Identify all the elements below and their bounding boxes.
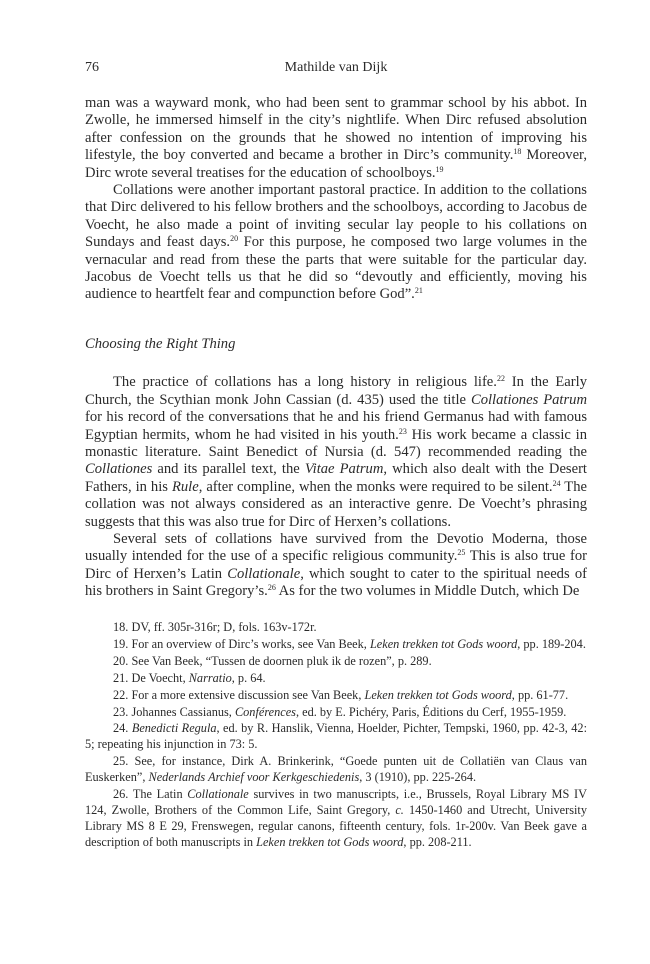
footnote-ref[interactable]: 22	[496, 374, 505, 384]
footnote-text: , ed. by R. Hanslik, Vienna, Hoelder, Pichter, Tempski, 1960, pp. 42-3, 42: 5; repeating his injunction in 73: 5.	[85, 721, 587, 752]
italic-title: Leken trekken tot Gods woord	[369, 636, 518, 651]
text-run: and its parallel text, the	[152, 461, 305, 478]
text-run: This is also true for Dirc of Herxen’s Latin	[85, 548, 588, 582]
footnote-18	[85, 620, 587, 636]
footnote-text: survives in two manuscripts, i.e., Brussels, Royal Library MS IV 124, Zwolle, Brothers of the Common Life, Saint Gregory,	[85, 787, 587, 817]
italic-title: Leken trekken tot Gods woord	[256, 834, 404, 849]
text-run: man was a wayward monk, who had been sent to grammar school by his abbot. In Zwolle, he immersed himself in the city’s nightlife. When Dirc refused absolution after confession on the grounds that he showed no intention of improving his lifestyle, the boy converted and became a brother in Dirc’s community.	[85, 95, 587, 164]
footnote-22	[85, 688, 587, 704]
footnote-number: 19.	[113, 636, 129, 651]
footnote-number: 20.	[113, 653, 129, 668]
main-text	[85, 95, 587, 601]
italic-title: Leken trekken tot Gods woord	[364, 687, 512, 702]
italic-title: Conférences	[234, 704, 296, 719]
italic-title: Vitae Patrum	[304, 461, 384, 478]
footnote-text: For a more extensive discussion see Van Beek,	[128, 687, 365, 702]
italic-title: Nederlands Archief voor Kerkgeschiedenis	[148, 770, 360, 785]
footnote-number: 18.	[113, 620, 129, 634]
text-run: , which also dealt with the Desert Fathers, in his	[85, 461, 587, 495]
footnote-text: , ed. by E. Pichéry, Paris, Éditions du Cerf, 1955-1959.	[295, 704, 567, 719]
text-run: For this purpose, he composed two large volumes in the vernacular and read from these the parts that were suitable for the particular day. Jacobus de Voecht tells us that he did so “devoutly and efficiently, moving his audience to heartfelt fear and compunction before God”.	[85, 234, 587, 303]
footnote-text: See, for instance, Dirk A. Brinkerink, “Goede punten uit de Collatiën van Claus van Euskerken”,	[85, 754, 587, 785]
italic-title: Collationes Patrum	[470, 391, 587, 408]
text-run: The practice of collations has a long history in religious life.	[113, 374, 497, 391]
footnote-text: , 3 (1910), pp. 225-264.	[359, 770, 477, 785]
text-run: for his record of the conversations that he and his friend Germanus had with famous Egyptian hermits, whom he had visited in his youth.	[85, 409, 587, 443]
running-head: Mathilde van Dijk	[284, 60, 388, 75]
italic-title: Rule	[171, 478, 199, 495]
paragraph	[85, 531, 587, 601]
italic-title: Narratio	[188, 670, 232, 685]
italic-title: Collationale	[227, 565, 301, 582]
footnote-ref[interactable]: 21	[414, 286, 423, 296]
footnote-number: 25.	[113, 754, 129, 769]
italic-title: Collationale	[187, 787, 249, 802]
footnote-number: 26.	[113, 787, 129, 802]
footnote-text: , pp. 189-204.	[517, 636, 586, 651]
footnote-26	[85, 787, 587, 851]
footnote-number: 24.	[113, 721, 129, 736]
paragraph	[85, 95, 587, 182]
italic-title: c.	[395, 802, 404, 817]
italic-title: Benedicti Regula	[131, 721, 217, 736]
page-number: 76	[85, 60, 99, 75]
text-run: , which sought to cater to the spiritual needs of his brothers in Saint Gregory’s.	[85, 565, 587, 600]
text-run: Collations were another important pastoral practice. In addition to the collations that Dirc delivered to his fellow brothers and the schoolboys, according to Jacobus de Voecht, he also made a point of inviting secular lay people to his collations on Sundays and feast days.	[85, 182, 587, 251]
footnote-24	[85, 721, 587, 753]
italic-title: Collationes	[85, 461, 153, 478]
footnote-text: , pp. 208-211.	[403, 834, 472, 849]
footnote-ref[interactable]: 19	[435, 164, 444, 174]
footnote-text: See Van Beek, “Tussen de doornen pluk ik de rozen”, p. 289.	[128, 653, 432, 668]
footnote-20	[85, 654, 587, 670]
text-run: The collation was not always considered as an interactive genre. De Voecht’s phrasing suggests that this was also true for Dirc of Herxen’s collations.	[85, 478, 588, 530]
footnote-text: De Voecht,	[128, 670, 189, 685]
text-run: In the Early Church, the Scythian monk John Cassian (d. 435) used the title	[85, 374, 587, 408]
footnote-text: DV, ff. 305r-316r; D, fols. 163v-172r.	[128, 620, 317, 634]
footnote-ref[interactable]: 25	[457, 548, 466, 558]
footnote-text: 1450-1460 and Utrecht, University Library MS 8 E 29, Frenswegen, regular canons, fifteenth century, fols. 1r-200v. Van Beek gave a description of both manuscripts in	[85, 802, 587, 849]
footnote-19	[85, 637, 587, 653]
footnote-ref[interactable]: 26	[267, 583, 276, 593]
footnote-ref[interactable]: 18	[513, 147, 522, 157]
footnote-text: , p. 64.	[231, 670, 266, 685]
section-heading: Choosing the Right Thing	[85, 335, 236, 352]
footnote-text: For an overview of Dirc’s works, see Van Beek,	[128, 636, 370, 651]
footnote-ref[interactable]: 24	[552, 478, 561, 488]
text-run: Moreover, Dirc wrote several treatises for the education of schoolboys.	[85, 147, 587, 181]
footnote-number: 23.	[113, 704, 129, 719]
footnote-ref[interactable]: 23	[398, 426, 407, 436]
text-run: , after compline, when the monks were required to be silent.	[198, 478, 553, 495]
footnote-text: Johannes Cassianus,	[128, 704, 235, 719]
footnote-text: The Latin	[128, 787, 188, 802]
footnote-23	[85, 705, 587, 721]
text-run: Several sets of collations have survived from the Devotio Moderna, those usually intended for the use of a specific religious community.	[85, 530, 587, 565]
footnotes	[85, 620, 587, 851]
footnote-text: , pp. 61-77.	[511, 687, 569, 702]
footnote-21	[85, 671, 587, 687]
text-run: As for the two volumes in Middle Dutch, which De	[275, 583, 580, 600]
footnote-number: 22.	[113, 687, 129, 702]
paragraph	[85, 182, 587, 304]
text-run: His work became a classic in monastic literature. Saint Benedict of Nursia (d. 547) recommended reading the	[85, 426, 587, 460]
page-header	[85, 60, 587, 78]
paragraph	[85, 374, 587, 531]
footnote-25	[85, 754, 587, 786]
footnote-number: 21.	[113, 670, 129, 685]
footnote-ref[interactable]: 20	[230, 234, 239, 244]
